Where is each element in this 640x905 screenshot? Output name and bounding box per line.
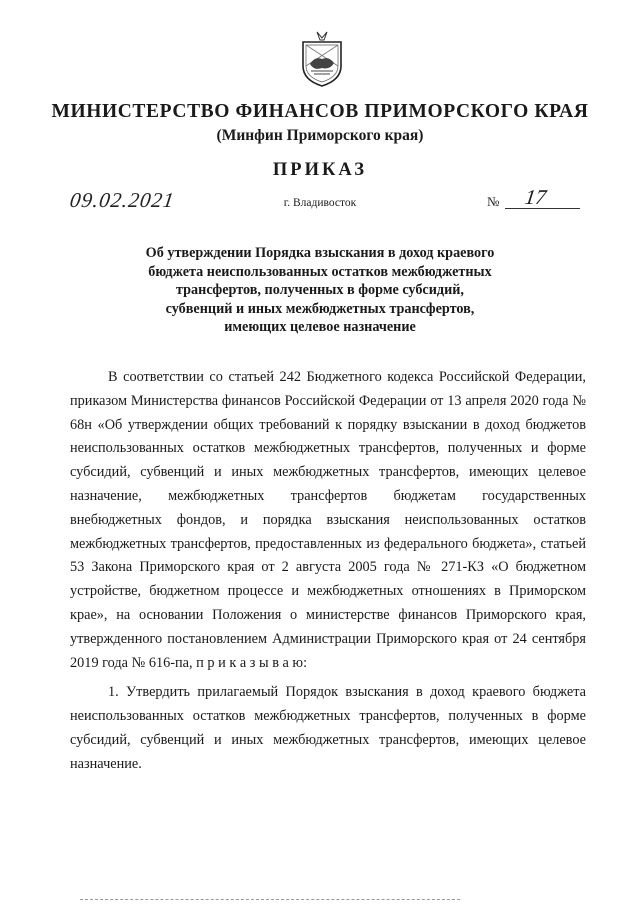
page-bottom-edge xyxy=(80,899,460,900)
document-title xyxy=(100,244,540,337)
document-body xyxy=(70,366,586,777)
ministry-short-name: (Минфин Приморского края) xyxy=(216,127,424,144)
title-line: Об утверждении Порядка взыскания в доход краевого xyxy=(145,245,495,261)
document-type: ПРИКАЗ xyxy=(272,160,368,180)
number-label: № xyxy=(487,194,500,209)
document-city: г. Владивосток xyxy=(283,197,357,209)
coat-of-arms-icon xyxy=(297,30,347,88)
document-number: 17 xyxy=(523,185,548,209)
ministry-name: МИНИСТЕРСТВО ФИНАНСОВ ПРИМОРСКОГО КРАЯ xyxy=(51,101,589,122)
body-paragraph-item-1: 1. Утвердить прилагаемый Порядок взыскания в доход краевого бюджета неиспользованных остатков межбюджетных трансфертов, полученных в форме субсидий, субвенций и иных межбюджетных трансфертов, имеющих целевое назначение. xyxy=(70,684,586,772)
title-line: бюджета неиспользованных остатков межбюджетных xyxy=(148,263,492,280)
title-line: субвенций и иных межбюджетных трансфертов, xyxy=(165,300,475,317)
title-line: трансфертов, полученных в форме субсидий, xyxy=(176,282,464,298)
document-date: 09.02.2021 xyxy=(68,188,177,212)
body-paragraph-preamble: В соответствии со статьей 242 Бюджетного кодекса Российской Федерации, приказом Министерства финансов Российской Федерации от 13 апреля 2020 года № 68н «Об утверждении общих требований к порядку взыскании в доход бюджетов неиспользованных остатков межбюджетных трансфертов, полученных и форме субсидий, субвенций и иных межбюджетных трансфертов, имеющих целевое назначение, межбюджетных трансфертов бюджетам государственных внебюджетных фондов, и порядка взыскания неиспользованных остатков межбюджетных трансфертов, предоставленных из федерального бюджета», статьей 53 Закона Приморского края от 2 августа 2005 года № 271-КЗ «О бюджетном устройстве, бюджетном процессе и межбюджетных отношениях в Приморском крае», на основании Положения о министерстве финансов Приморского края, утвержденного постановлением Администрации Приморского края от 24 сентября 2019 года № 616-па, п р и к а з ы в а ю: xyxy=(70,369,586,671)
title-line: имеющих целевое назначение xyxy=(224,319,416,335)
